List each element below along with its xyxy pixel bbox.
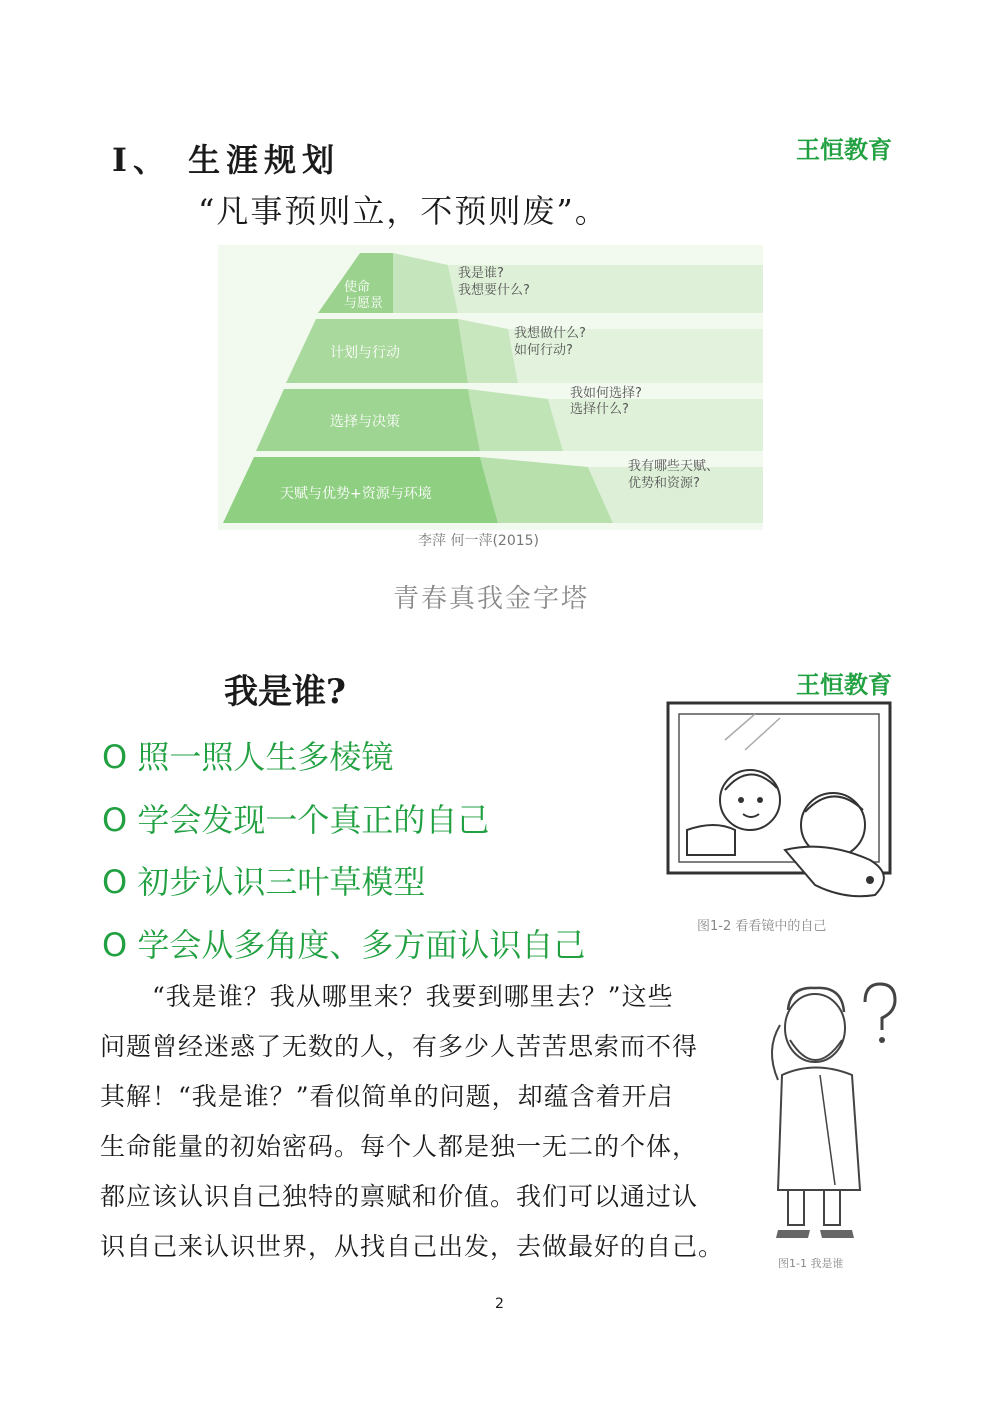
intro-paragraph [100, 972, 760, 1272]
paragraph-line-6: 识自己来认识世界，从找自己出发，去做最好的自己。 [100, 1232, 725, 1261]
who-title: 我是谁? [224, 672, 346, 712]
pyramid-figure [218, 245, 763, 530]
pyramid-label-1a: 使命 [344, 280, 371, 295]
mirror-illustration [665, 700, 900, 910]
bullet-2: O 学会发现一个真正的自己 [102, 801, 490, 839]
pyramid-question-2a: 我想做什么? [514, 326, 586, 341]
pyramid-question-2b: 如何行动? [514, 343, 573, 358]
paragraph-line-3: 其解！“我是谁？”看似简单的问题，却蕴含着开启 [100, 1082, 674, 1111]
pyramid-label-4: 天赋与优势+资源与环境 [280, 486, 432, 502]
mirror-caption: 图1-2 看看镜中的自己 [697, 919, 827, 934]
pyramid-question-4a: 我有哪些天赋、 [628, 459, 720, 474]
thinker-sandal-right [820, 1230, 854, 1238]
child-shoe [866, 876, 874, 884]
pyramid-label-2: 计划与行动 [330, 345, 400, 361]
reflection-arm [687, 825, 735, 855]
thinker-caption: 图1-1 我是谁 [778, 1257, 844, 1270]
pyramid-question-3a: 我如何选择? [570, 386, 642, 401]
pyramid-credit: 李萍 何一萍(2015) [418, 533, 540, 549]
bullet-1: O 照一照人生多棱镜 [102, 738, 394, 776]
motto: “凡事预则立，不预则废”。 [198, 192, 609, 230]
thinker-illustration [760, 980, 900, 1250]
pyramid-label-3: 选择与决策 [330, 414, 400, 430]
pyramid-title: 青春真我金字塔 [393, 584, 590, 614]
bullet-4: O 学会从多角度、多方面认识自己 [102, 926, 586, 964]
question-mark-icon [865, 984, 895, 1030]
paragraph-line-1: “我是谁？我从哪里来？我要到哪里去？”这些 [152, 982, 674, 1011]
thinker-leg-left [788, 1190, 804, 1225]
pyramid-question-1b: 我想要什么? [458, 283, 530, 298]
brand-label-top: 王恒教育 [796, 136, 892, 164]
thinker-head [785, 994, 845, 1062]
reflection-eye-left [738, 797, 744, 803]
question-mark-dot [879, 1037, 885, 1043]
pyramid-label-1b: 与愿景 [344, 296, 384, 311]
section-title: Ⅰ、 生涯规划 [112, 141, 341, 179]
bullet-3: O 初步认识三叶草模型 [102, 863, 426, 901]
paragraph-line-2: 问题曾经迷惑了无数的人，有多少人苦苦思索而不得 [100, 1032, 699, 1061]
thinker-sandal-left [776, 1230, 810, 1238]
brand-label-bottom: 王恒教育 [796, 671, 892, 699]
paragraph-line-5: 都应该认识自己独特的禀赋和价值。我们可以通过认 [100, 1182, 699, 1211]
page-number: 2 [495, 1296, 504, 1312]
thinker-leg-right [824, 1190, 840, 1225]
thinker-robe [778, 1068, 860, 1191]
paragraph-line-4: 生命能量的初始密码。每个人都是独一无二的个体， [100, 1132, 699, 1161]
pyramid-question-1a: 我是谁? [458, 266, 504, 281]
reflection-head [720, 770, 780, 830]
pyramid-question-4b: 优势和资源? [628, 476, 700, 491]
reflection-eye-right [757, 797, 763, 803]
thinker-arm [772, 1025, 780, 1080]
pyramid-question-3b: 选择什么? [570, 402, 629, 417]
